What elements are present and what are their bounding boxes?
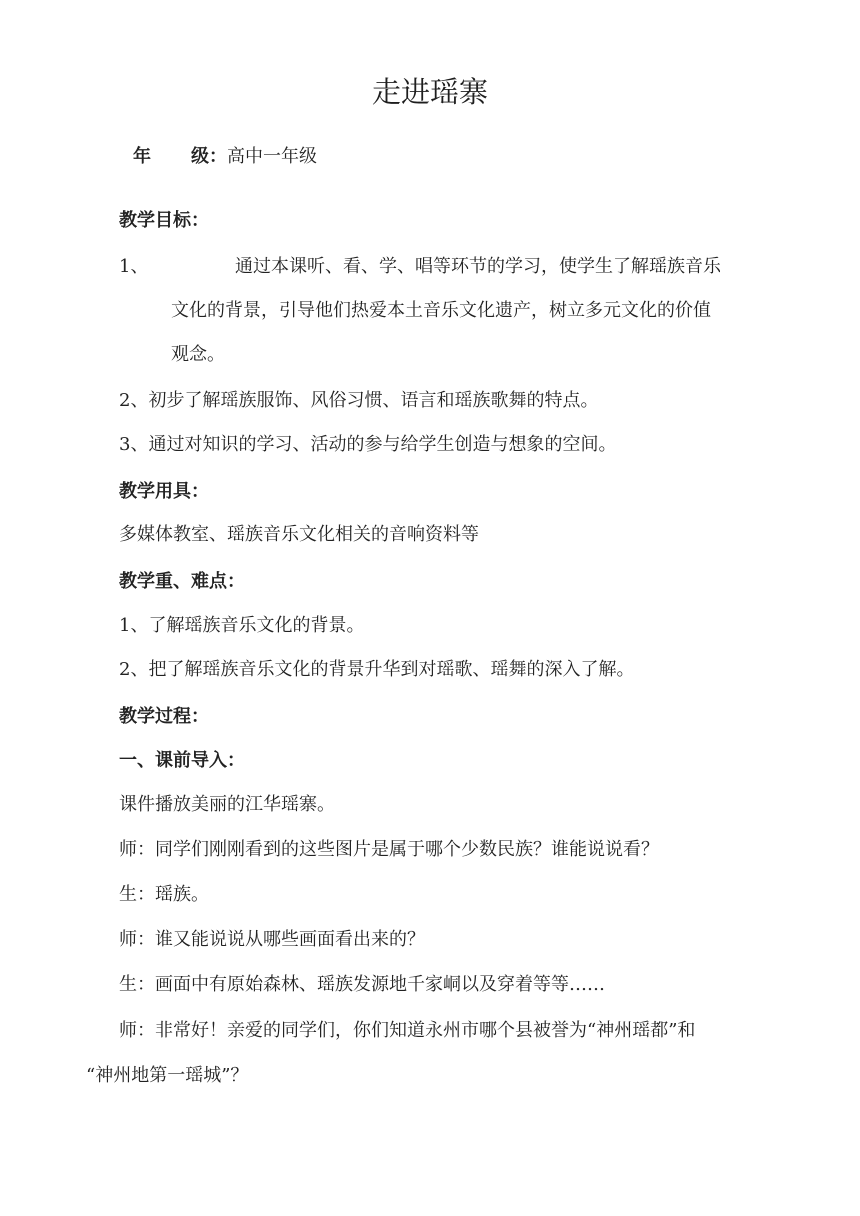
process-heading: 教学过程： (119, 706, 209, 727)
document-title: 走进瑶寨 (371, 75, 488, 109)
paragraph-5: 生：画面中有原始森林、瑶族发源地千家峒以及穿着等等…… (119, 974, 605, 995)
tools-text: 多媒体教室、瑶族音乐文化相关的音响资料等 (119, 524, 479, 545)
objective-2: 2、初步了解瑶族服饰、风俗习惯、语言和瑶族歌舞的特点。 (119, 390, 599, 411)
paragraph-2: 师：同学们刚刚看到的这些图片是属于哪个少数民族？谁能说说看？ (119, 839, 659, 860)
grade-label-second: 级： (191, 146, 227, 167)
objective-3: 3、通过对知识的学习、活动的参与给学生创造与想象的空间。 (119, 434, 617, 455)
grade-label-first: 年 (133, 146, 151, 167)
objectives-heading: 教学目标： (119, 210, 209, 231)
paragraph-3: 生：瑶族。 (119, 884, 209, 905)
objective-1-line-1: 通过本课听、看、学、唱等环节的学习，使学生了解瑶族音乐 (235, 256, 721, 277)
grade-line (133, 145, 317, 169)
objective-1-number: 1、 (119, 256, 149, 277)
paragraph-6-line-2: “神州地第一瑶城”？ (86, 1065, 249, 1086)
grade-value: 高中一年级 (227, 146, 317, 167)
objective-1-line-3: 观念。 (171, 344, 225, 365)
objective-1-line-2: 文化的背景，引导他们热爱本土音乐文化遗产，树立多元文化的价值 (171, 300, 711, 321)
paragraph-6-line-1: 师：非常好！亲爱的同学们，你们知道永州市哪个县被誉为“神州瑶都”和 (119, 1020, 696, 1041)
tools-heading: 教学用具： (119, 481, 209, 502)
paragraph-1: 课件播放美丽的江华瑶寨。 (119, 794, 335, 815)
intro-heading: 一、课前导入： (119, 750, 245, 771)
paragraph-4: 师：谁又能说说从哪些画面看出来的？ (119, 929, 425, 950)
focus-heading: 教学重、难点： (119, 571, 245, 592)
focus-item-1: 1、了解瑶族音乐文化的背景。 (119, 615, 365, 636)
focus-item-2: 2、把了解瑶族音乐文化的背景升华到对瑶歌、瑶舞的深入了解。 (119, 659, 635, 680)
